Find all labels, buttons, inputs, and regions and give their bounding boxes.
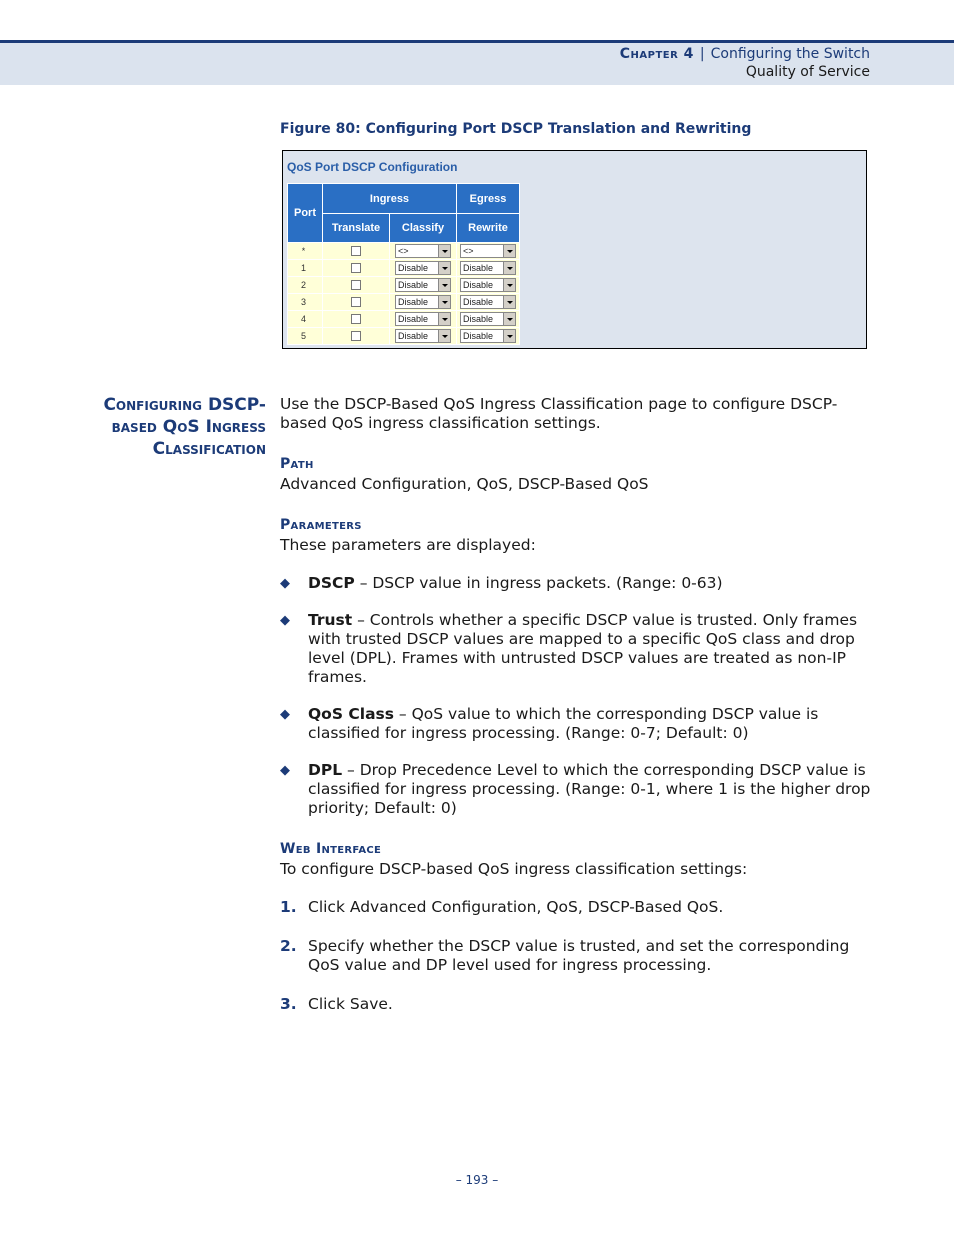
parameter-item: QoS Class – QoS value to which the corresponding DSCP value is classified for ingress processing. (Range: 0-7; Default: 0): [308, 705, 819, 742]
classify-select[interactable]: Disable: [395, 261, 451, 275]
port-cell: *: [288, 243, 323, 260]
rewrite-select[interactable]: Disable: [460, 261, 516, 275]
chapter-title: Configuring the Switch: [710, 46, 870, 62]
section-heading: Configuring DSCP- based QoS Ingress Classification: [103, 395, 266, 459]
header-separator: |: [699, 46, 705, 62]
section-label: Quality of Service: [745, 64, 870, 80]
chapter-label: Chapter 4: [619, 46, 694, 62]
table-row: [288, 311, 520, 328]
parameters-heading: Parameters: [280, 517, 362, 533]
col-rewrite-header: Rewrite: [457, 214, 520, 243]
chevron-down-icon: [438, 313, 450, 325]
figure-caption: Figure 80: Configuring Port DSCP Translation and Rewriting: [280, 121, 752, 137]
classify-select[interactable]: Disable: [395, 312, 451, 326]
port-cell: 5: [288, 328, 323, 345]
col-translate-header: Translate: [323, 214, 390, 243]
chevron-down-icon: [503, 330, 515, 342]
parameter-item: DPL – Drop Precedence Level to which the corresponding DSCP value is classified for ingress processing. (Range: 0-1, where 1 is the higher drop priority; Default: 0): [308, 761, 871, 817]
col-egress-header: Egress: [457, 184, 520, 214]
translate-checkbox[interactable]: [351, 246, 361, 256]
port-dscp-table: [287, 183, 520, 345]
translate-checkbox[interactable]: [351, 331, 361, 341]
table-row: [288, 328, 520, 345]
step-number: 2.: [280, 937, 297, 955]
rewrite-select[interactable]: Disable: [460, 312, 516, 326]
chevron-down-icon: [503, 245, 515, 257]
col-classify-header: Classify: [390, 214, 457, 243]
table-row: [288, 294, 520, 311]
classify-select[interactable]: Disable: [395, 329, 451, 343]
col-ingress-header: Ingress: [323, 184, 457, 214]
diamond-bullet-icon: ◆: [280, 613, 290, 628]
step-number: 1.: [280, 898, 297, 916]
chevron-down-icon: [503, 296, 515, 308]
translate-checkbox[interactable]: [351, 263, 361, 273]
diamond-bullet-icon: ◆: [280, 763, 290, 778]
diamond-bullet-icon: ◆: [280, 576, 290, 591]
port-cell: 3: [288, 294, 323, 311]
running-header: [620, 46, 870, 62]
translate-checkbox[interactable]: [351, 297, 361, 307]
rewrite-select[interactable]: <>: [460, 244, 516, 258]
chevron-down-icon: [503, 279, 515, 291]
step-text: Click Advanced Configuration, QoS, DSCP-Based QoS.: [308, 898, 724, 916]
chevron-down-icon: [503, 262, 515, 274]
rewrite-select[interactable]: Disable: [460, 329, 516, 343]
rewrite-select[interactable]: Disable: [460, 278, 516, 292]
table-row: [288, 243, 520, 260]
step-text: Click Save.: [308, 995, 393, 1013]
chevron-down-icon: [438, 262, 450, 274]
col-port-header: Port: [288, 184, 323, 243]
path-heading: Path: [280, 456, 314, 472]
chevron-down-icon: [438, 296, 450, 308]
translate-checkbox[interactable]: [351, 314, 361, 324]
chevron-down-icon: [438, 330, 450, 342]
web-interface-heading: Web Interface: [280, 841, 382, 857]
port-cell: 2: [288, 277, 323, 294]
path-text: Advanced Configuration, QoS, DSCP-Based QoS: [280, 475, 649, 493]
chevron-down-icon: [438, 279, 450, 291]
diamond-bullet-icon: ◆: [280, 707, 290, 722]
port-cell: 1: [288, 260, 323, 277]
section-intro: Use the DSCP-Based QoS Ingress Classification page to configure DSCP- based QoS ingress classification settings.: [280, 395, 838, 432]
step-text: Specify whether the DSCP value is trusted, and set the corresponding QoS value and DP level used for ingress processing.: [308, 937, 850, 974]
header-rule: [0, 40, 954, 43]
table-row: [288, 260, 520, 277]
table-row: [288, 277, 520, 294]
translate-checkbox[interactable]: [351, 280, 361, 290]
rewrite-select[interactable]: Disable: [460, 295, 516, 309]
port-cell: 4: [288, 311, 323, 328]
panel-title: QoS Port DSCP Configuration: [287, 160, 458, 174]
classify-select[interactable]: <>: [395, 244, 451, 258]
qos-port-dscp-screenshot: [282, 150, 867, 349]
page-number: – 193 –: [455, 1173, 499, 1187]
parameters-intro: These parameters are displayed:: [280, 536, 536, 554]
web-interface-intro: To configure DSCP-based QoS ingress classification settings:: [280, 860, 748, 878]
parameter-item: Trust – Controls whether a specific DSCP value is trusted. Only frames with trusted DSCP values are mapped to a specific QoS class and drop level (DPL). Frames with untrusted DSCP values are treated as non-IP frames.: [308, 611, 858, 686]
classify-select[interactable]: Disable: [395, 278, 451, 292]
chevron-down-icon: [503, 313, 515, 325]
chevron-down-icon: [438, 245, 450, 257]
parameter-item: DSCP – DSCP value in ingress packets. (Range: 0-63): [308, 574, 723, 592]
step-number: 3.: [280, 995, 297, 1013]
classify-select[interactable]: Disable: [395, 295, 451, 309]
